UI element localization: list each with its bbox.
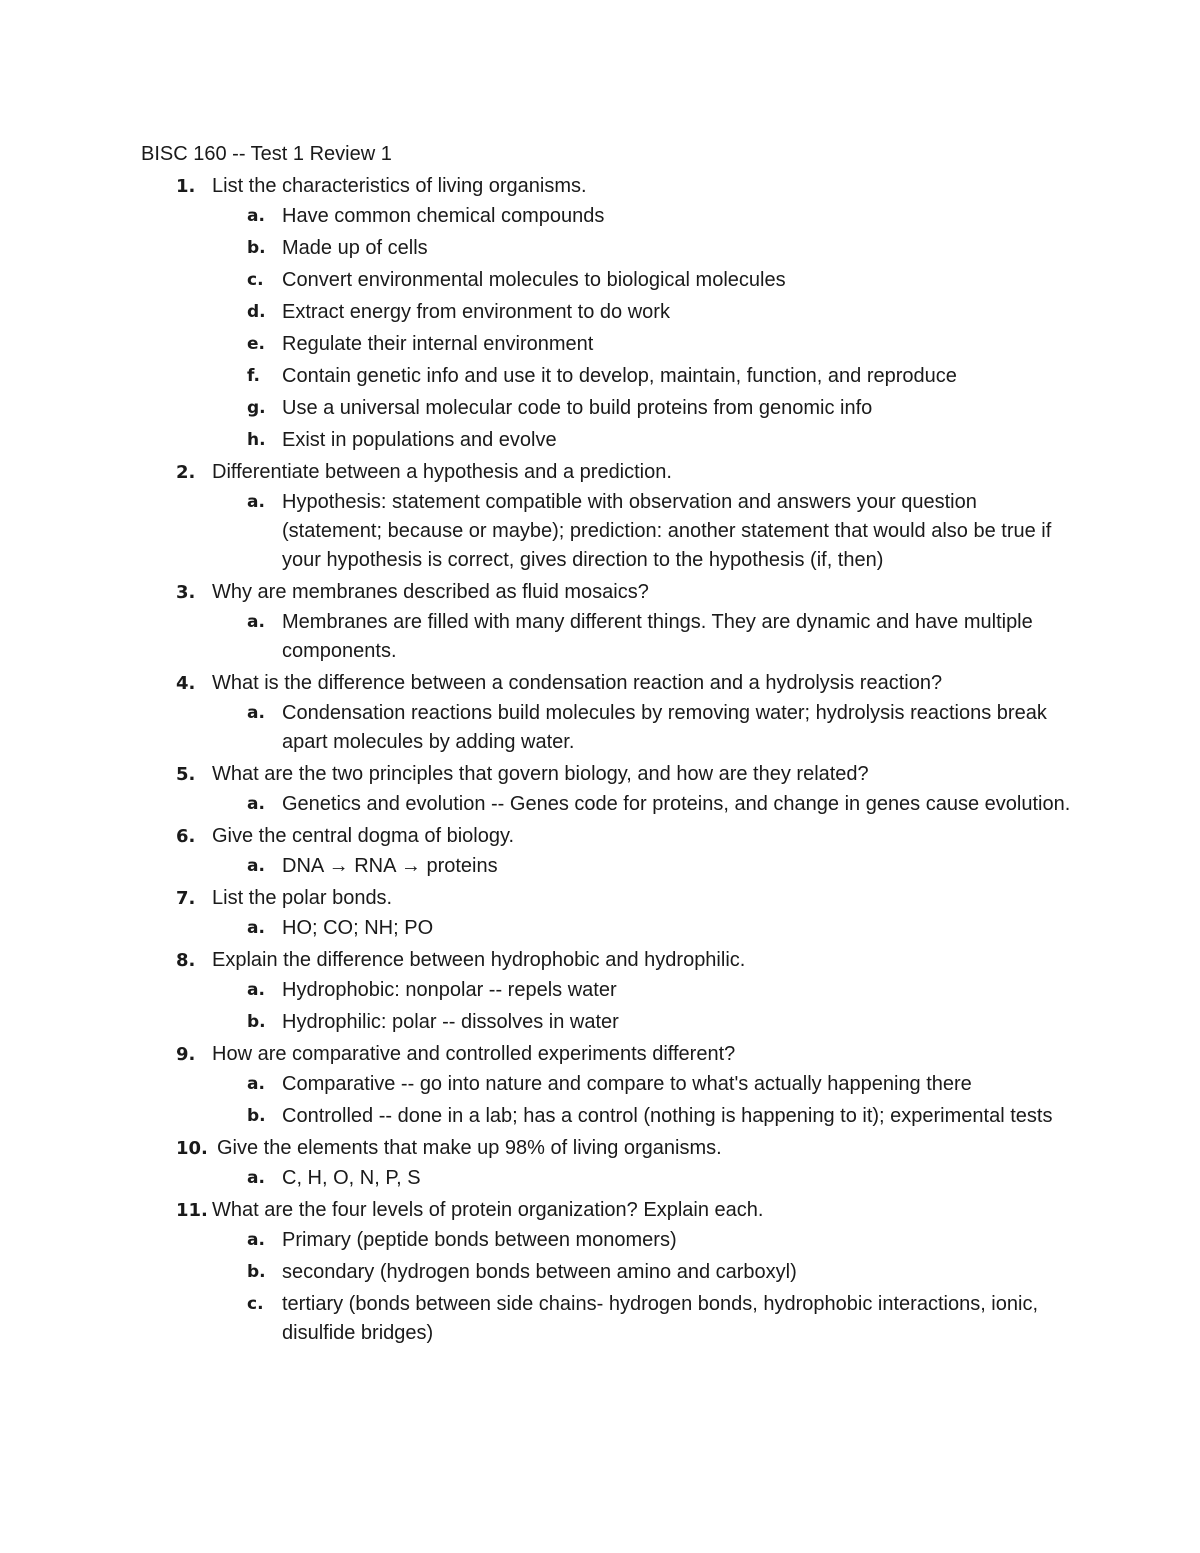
answer-text: C, H, O, N, P, S <box>282 1167 421 1189</box>
answer-item <box>0 394 1072 423</box>
answer-letter: a. <box>247 918 265 938</box>
answer-letter: e. <box>247 334 265 354</box>
answer-list <box>0 1164 1200 1193</box>
answer-item <box>0 852 1072 881</box>
answer-letter: h. <box>247 430 266 450</box>
answer-letter: b. <box>247 1106 266 1126</box>
question-number: 7. <box>176 888 196 909</box>
question-item <box>0 669 1200 757</box>
answer-letter: g. <box>247 398 266 418</box>
answer-text: Regulate their internal environment <box>282 333 594 355</box>
answer-text: Have common chemical compounds <box>282 205 605 227</box>
answer-text: Contain genetic info and use it to develop, maintain, function, and reproduce <box>282 365 957 387</box>
question-text: How are comparative and controlled experiments different? <box>212 1043 736 1065</box>
answer-letter: a. <box>247 206 265 226</box>
answer-item <box>0 488 1072 575</box>
answer-item <box>0 1008 1072 1037</box>
answer-item <box>0 1290 1072 1348</box>
answer-item <box>0 914 1072 943</box>
question-list <box>0 172 1200 1351</box>
answer-text: HO; CO; NH; PO <box>282 917 434 939</box>
answer-letter: a. <box>247 856 265 876</box>
answer-list <box>0 699 1200 757</box>
answer-text: Exist in populations and evolve <box>282 429 557 451</box>
question-number: 9. <box>176 1044 196 1065</box>
answer-text: Hydrophobic: nonpolar -- repels water <box>282 979 617 1001</box>
question-number: 11. <box>176 1200 208 1221</box>
answer-item <box>0 298 1072 327</box>
answer-letter: a. <box>247 1074 265 1094</box>
question-number: 1. <box>176 176 196 197</box>
answer-letter: c. <box>247 270 264 290</box>
answer-letter: a. <box>247 794 265 814</box>
answer-letter: b. <box>247 1262 266 1282</box>
answer-item <box>0 1070 1072 1099</box>
question-number: 2. <box>176 462 196 483</box>
answer-text: Hypothesis: statement compatible with observation and answers your question (statement; because or maybe); prediction: another statement that would also be true if your hypothesis is correct, gives direction to the hypothesis (if, then) <box>282 491 1052 571</box>
question-text: What are the four levels of protein organization? Explain each. <box>212 1199 764 1221</box>
answer-list <box>0 790 1200 819</box>
question-item <box>0 578 1200 666</box>
question-item <box>0 1040 1200 1131</box>
question-item <box>0 458 1200 575</box>
answer-letter: c. <box>247 1294 264 1314</box>
document-title: BISC 160 -- Test 1 Review 1 <box>141 143 392 165</box>
answer-text: Comparative -- go into nature and compare to what's actually happening there <box>282 1073 972 1095</box>
answer-letter: b. <box>247 238 266 258</box>
answer-list <box>0 1226 1200 1348</box>
question-item <box>0 172 1200 455</box>
answer-letter: a. <box>247 1168 265 1188</box>
answer-letter: a. <box>247 703 265 723</box>
question-text: Give the central dogma of biology. <box>212 825 515 847</box>
answer-item <box>0 1258 1072 1287</box>
answer-item <box>0 1164 1072 1193</box>
answer-letter: f. <box>247 366 260 386</box>
question-text: Give the elements that make up 98% of living organisms. <box>217 1137 722 1159</box>
question-text: List the polar bonds. <box>212 887 393 909</box>
question-number: 8. <box>176 950 196 971</box>
answer-list <box>0 608 1200 666</box>
answer-text: tertiary (bonds between side chains- hydrogen bonds, hydrophobic interactions, ionic, disulfide bridges) <box>282 1293 1038 1344</box>
question-number: 10. <box>176 1138 208 1159</box>
answer-text: Condensation reactions build molecules by removing water; hydrolysis reactions break apart molecules by adding water. <box>282 702 1047 753</box>
answer-text: Made up of cells <box>282 237 428 259</box>
question-number: 3. <box>176 582 196 603</box>
answer-item <box>0 1226 1072 1255</box>
answer-list <box>0 202 1200 455</box>
answer-item <box>0 790 1072 819</box>
answer-letter: a. <box>247 492 265 512</box>
answer-list <box>0 852 1200 881</box>
question-item <box>0 1196 1200 1348</box>
question-text: List the characteristics of living organisms. <box>212 175 587 197</box>
answer-text: Use a universal molecular code to build proteins from genomic info <box>282 397 873 419</box>
answer-item <box>0 362 1072 391</box>
question-number: 5. <box>176 764 196 785</box>
answer-letter: a. <box>247 980 265 1000</box>
answer-list <box>0 976 1200 1037</box>
answer-item <box>0 608 1072 666</box>
answer-letter: d. <box>247 302 266 322</box>
question-item <box>0 760 1200 819</box>
answer-item <box>0 202 1072 231</box>
answer-text: secondary (hydrogen bonds between amino and carboxyl) <box>282 1261 797 1283</box>
answer-letter: a. <box>247 1230 265 1250</box>
answer-item <box>0 976 1072 1005</box>
question-text: What are the two principles that govern biology, and how are they related? <box>212 763 869 785</box>
answer-text: Convert environmental molecules to biological molecules <box>282 269 786 291</box>
answer-list <box>0 488 1200 575</box>
question-number: 4. <box>176 673 196 694</box>
answer-text: Genetics and evolution -- Genes code for proteins, and change in genes cause evolution. <box>282 793 1071 815</box>
question-item <box>0 884 1200 943</box>
question-item <box>0 946 1200 1037</box>
answer-list <box>0 1070 1200 1131</box>
answer-item <box>0 330 1072 359</box>
answer-text: Hydrophilic: polar -- dissolves in water <box>282 1011 619 1033</box>
question-item <box>0 822 1200 881</box>
answer-text: Primary (peptide bonds between monomers) <box>282 1229 677 1251</box>
answer-item <box>0 1102 1072 1131</box>
answer-text: Membranes are filled with many different things. They are dynamic and have multiple components. <box>282 611 1033 662</box>
answer-list <box>0 914 1200 943</box>
answer-item <box>0 699 1072 757</box>
question-text: Explain the difference between hydrophobic and hydrophilic. <box>212 949 746 971</box>
answer-text: Controlled -- done in a lab; has a control (nothing is happening to it); experimental tests <box>282 1105 1053 1127</box>
answer-letter: b. <box>247 1012 266 1032</box>
answer-text: Extract energy from environment to do work <box>282 301 670 323</box>
question-text: Differentiate between a hypothesis and a prediction. <box>212 461 672 483</box>
answer-item <box>0 234 1072 263</box>
question-number: 6. <box>176 826 196 847</box>
question-item <box>0 1134 1200 1193</box>
answer-item <box>0 266 1072 295</box>
answer-item <box>0 426 1072 455</box>
question-text: What is the difference between a condensation reaction and a hydrolysis reaction? <box>212 672 943 694</box>
answer-text: DNA → RNA → proteins <box>282 855 498 877</box>
answer-letter: a. <box>247 612 265 632</box>
question-text: Why are membranes described as fluid mosaics? <box>212 581 649 603</box>
